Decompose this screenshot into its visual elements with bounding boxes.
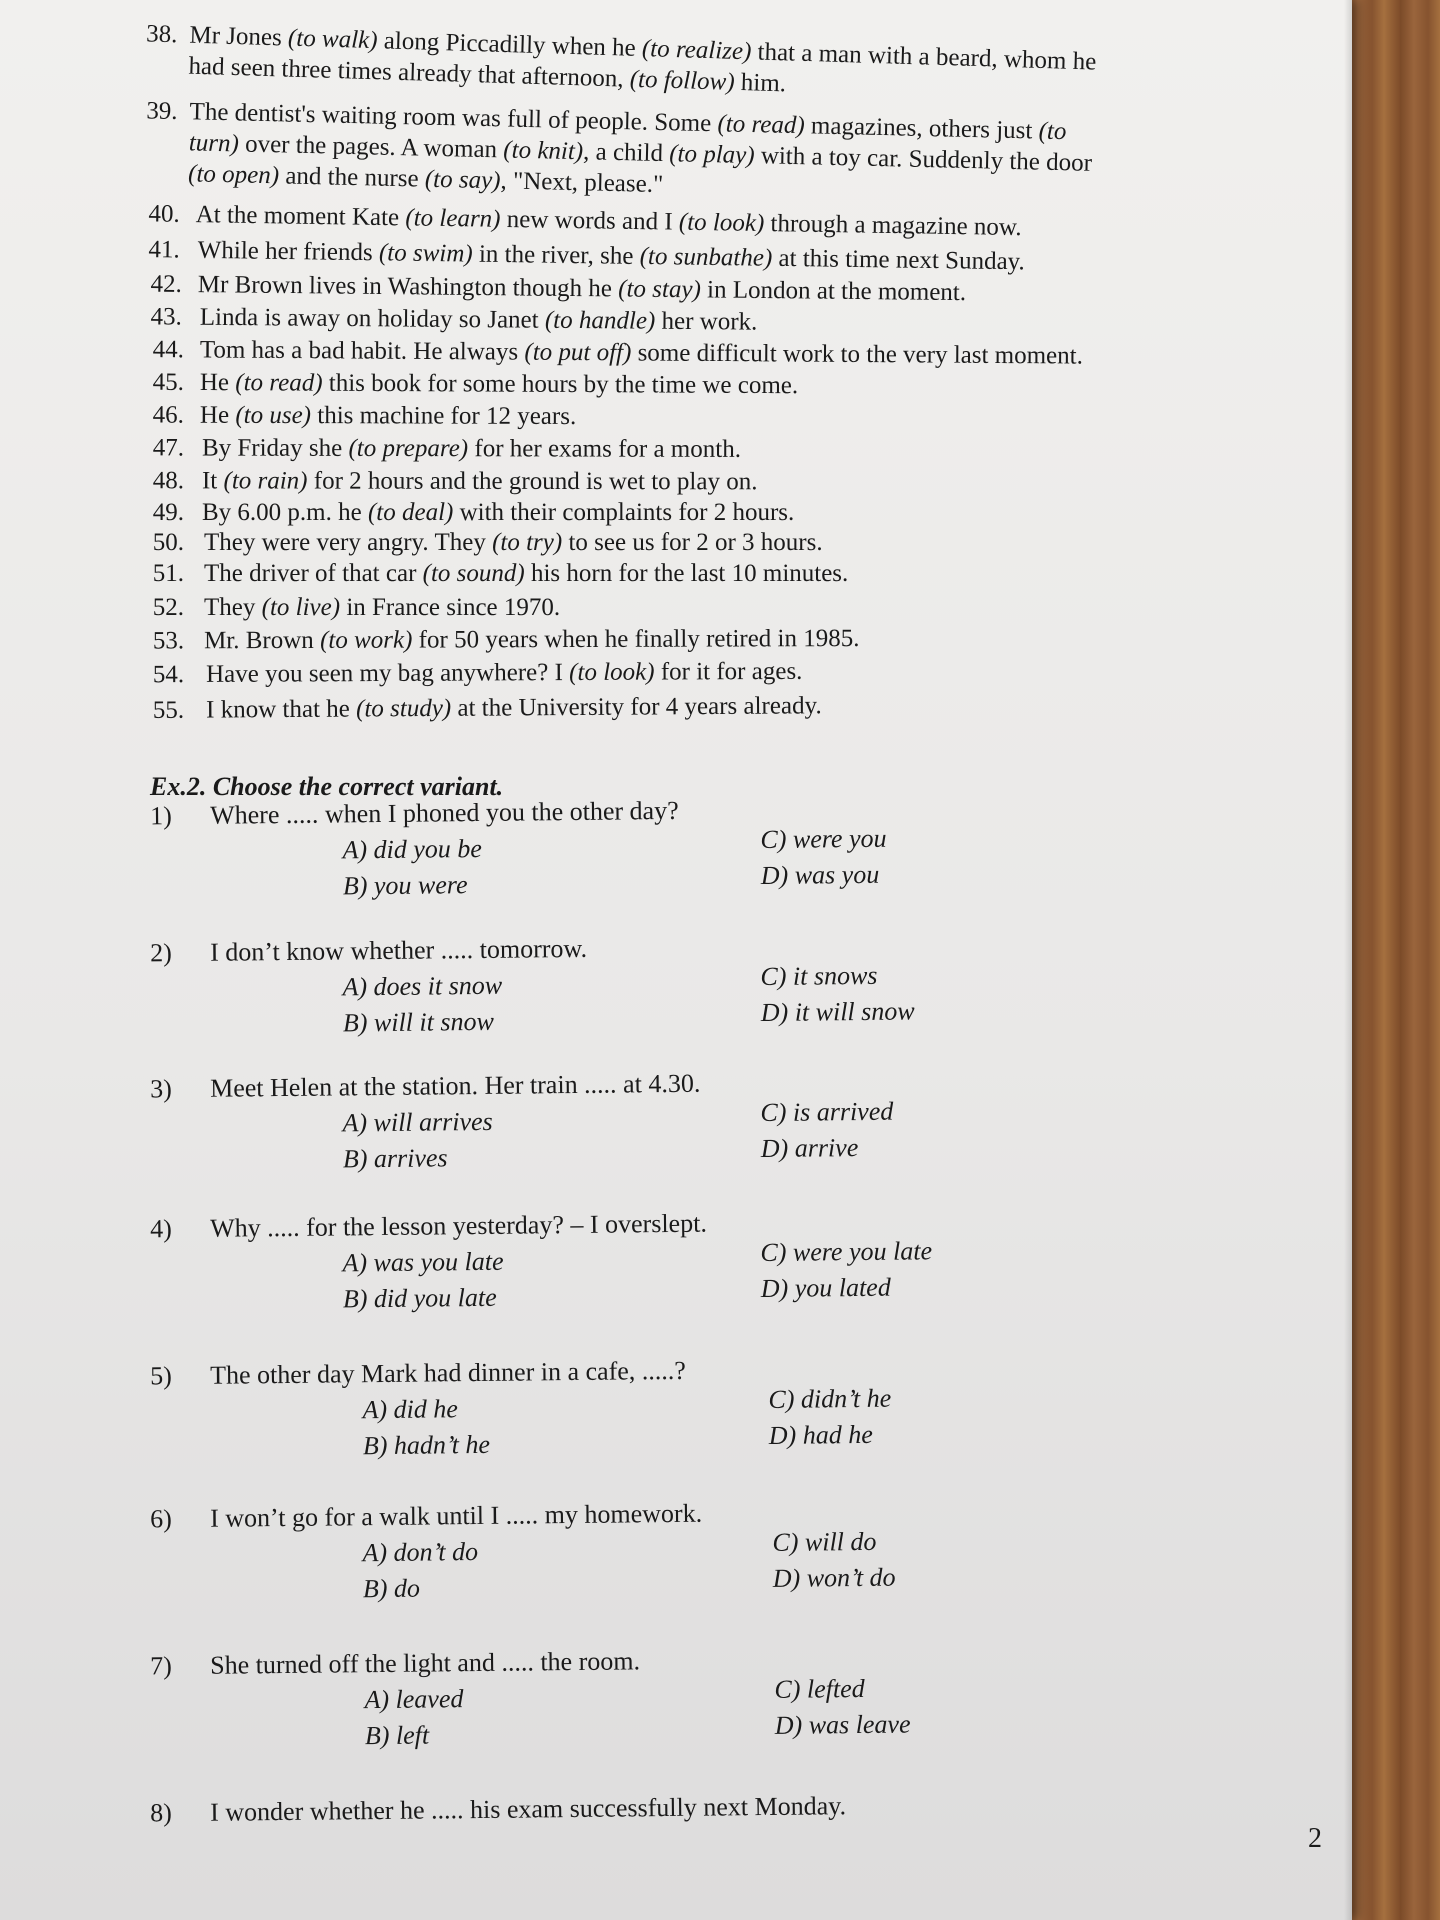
verb-cue: (to play) [668, 140, 755, 170]
question [0, 1786, 1321, 1910]
question [0, 926, 1321, 1050]
verb-cue: (to deal) [367, 499, 454, 526]
option-d: D) you lated [760, 1272, 891, 1304]
verb-cue: (to work) [319, 626, 413, 654]
question-text: I won’t go for a walk until I ..... my homework. [209, 1498, 703, 1533]
verb-cue: (to live) [261, 594, 341, 621]
item-line: The dentist's waiting room was full of people. Some (to read) magazines, others just (to [189, 98, 1067, 146]
exercise-item [0, 92, 1320, 199]
exercise-item [0, 687, 1320, 724]
item-number: 53. [152, 627, 185, 655]
item-text [204, 592, 560, 623]
item-line: By Friday she (to prepare) for her exams for a month. [201, 434, 742, 463]
exercise-item [0, 465, 1320, 496]
option-a: A) leaved [364, 1684, 464, 1715]
item-text [200, 334, 1083, 371]
verb-cue: (to rain) [223, 467, 308, 495]
item-number: 55. [152, 696, 185, 724]
item-text [200, 400, 576, 432]
option-a: A) don’t do [362, 1536, 479, 1568]
item-line: At the moment Kate (to learn) new words and I (to look) through a magazine now. [195, 201, 1022, 242]
verb-cue: (to open) [187, 160, 280, 190]
exercise-item [0, 432, 1320, 463]
item-line: Tom has a bad habit. He always (to put off) some difficult work to the very last moment. [199, 336, 1084, 370]
option-a: A) will arrives [342, 1106, 493, 1138]
item-line: By 6.00 p.m. he (to deal) with their complaints for 2 hours. [202, 499, 795, 526]
verb-cue: (to sound) [422, 560, 525, 587]
item-line: Mr. Brown (to work) for 50 years when he finally retired in 1985. [204, 625, 860, 655]
question [0, 1202, 1321, 1326]
option-a: A) did you be [342, 833, 482, 865]
question-number: 5) [149, 1361, 172, 1391]
item-line: Linda is away on holiday so Janet (to handle) her work. [199, 303, 758, 336]
item-line: They were very angry. They (to try) to see us for 2 or 3 hours. [204, 529, 823, 556]
exercise-item [0, 14, 1319, 98]
item-text [188, 20, 1097, 109]
question-text: Meet Helen at the station. Her train ..... at 4.30. [209, 1068, 701, 1103]
question-text: The other day Mark had dinner in a cafe, .....? [209, 1355, 687, 1390]
question [0, 1492, 1321, 1616]
option-c: C) didn’t he [768, 1383, 892, 1414]
item-text [202, 465, 758, 497]
verb-cue: (to look) [678, 208, 765, 238]
option-b: B) left [364, 1720, 430, 1751]
verb-cue: (to follow) [629, 65, 736, 96]
item-line: (to open) and the nurse (to say), "Next, please." [187, 160, 664, 199]
verb-cue: (to stay) [618, 275, 702, 304]
item-number: 45. [152, 368, 184, 396]
exercise-2-title: Ex.2. Choose the correct variant. [150, 772, 504, 801]
verb-cue: (to say) [424, 165, 501, 195]
item-number: 42. [150, 270, 182, 298]
option-d: D) it will snow [760, 996, 915, 1028]
item-text [204, 527, 823, 558]
item-text [206, 656, 802, 690]
question [0, 1062, 1321, 1186]
item-text [200, 302, 758, 338]
item-number: 44. [152, 336, 184, 364]
item-number: 49. [152, 499, 184, 526]
option-d: D) was you [760, 859, 880, 891]
question-text: Why ..... for the lesson yesterday? – I overslept. [209, 1208, 708, 1243]
item-number: 48. [152, 467, 184, 495]
question-number: 7) [149, 1651, 172, 1681]
verb-cue: (to [1038, 117, 1067, 146]
item-number: 50. [152, 529, 184, 556]
verb-cue: (to read) [717, 110, 806, 140]
item-line: Have you seen my bag anywhere? I (to look) for it for ages. [206, 657, 803, 688]
item-text [204, 558, 848, 589]
verb-cue: (to look) [569, 658, 655, 687]
option-c: C) lefted [774, 1673, 865, 1704]
verb-cue: (to learn) [405, 204, 501, 233]
exercise-item [0, 621, 1320, 655]
option-c: C) is arrived [760, 1096, 894, 1128]
option-b: B) you were [342, 870, 468, 901]
question [0, 1349, 1321, 1473]
item-line: While her friends (to swim) in the river, she (to sunbathe) at this time next Sunday. [197, 236, 1025, 276]
verb-cue: (to read) [235, 369, 323, 397]
question-number: 4) [149, 1214, 172, 1244]
item-text [188, 96, 1093, 209]
item-number: 54. [152, 661, 185, 689]
item-line: turn) over the pages. A woman (to knit), a child (to play) with a toy car. Suddenly the door [188, 129, 1093, 177]
option-d: D) had he [768, 1419, 873, 1450]
item-text [204, 623, 860, 656]
option-a: A) did he [362, 1394, 458, 1425]
item-number: 40. [148, 200, 180, 228]
page-number: 2 [1308, 1823, 1322, 1854]
option-c: C) were you late [760, 1236, 933, 1268]
item-line: The driver of that car (to sound) his horn for the last 10 minutes. [204, 560, 849, 587]
verb-cue: (to realize) [641, 35, 752, 66]
item-number: 47. [152, 434, 184, 462]
option-c: C) were you [760, 823, 887, 855]
option-b: B) did you late [342, 1282, 497, 1314]
item-line: Mr Brown lives in Washington though he (to stay) in London at the moment. [197, 271, 967, 307]
item-line: I know that he (to study) at the University for 4 years already. [206, 692, 822, 724]
option-d: D) arrive [760, 1133, 859, 1164]
verb-cue: (to put off) [524, 338, 632, 367]
item-number: 46. [152, 401, 184, 429]
verb-cue: (to prepare) [348, 434, 469, 463]
verb-cue: turn) [188, 129, 240, 158]
option-a: A) was you late [342, 1246, 504, 1278]
option-d: D) was leave [774, 1709, 911, 1740]
item-line: He (to read) this book for some hours by the time we come. [199, 369, 799, 400]
item-number: 41. [148, 236, 180, 264]
question-number: 3) [149, 1074, 172, 1104]
item-line: It (to rain) for 2 hours and the ground is wet to play on. [201, 467, 758, 496]
item-text [200, 367, 798, 401]
option-b: B) will it snow [342, 1006, 494, 1038]
question [0, 1639, 1321, 1763]
question [0, 789, 1321, 913]
verb-cue: (to walk) [287, 24, 378, 55]
item-number: 39. [146, 97, 178, 126]
option-c: C) it snows [760, 960, 878, 992]
verb-cue: (to sunbathe) [639, 242, 773, 272]
option-b: B) hadn’t he [362, 1429, 491, 1461]
option-b: B) arrives [342, 1143, 448, 1174]
question-number: 2) [149, 938, 172, 968]
item-number: 52. [152, 594, 184, 621]
verb-cue: (to use) [235, 401, 312, 430]
item-text [206, 690, 822, 725]
item-text [202, 433, 741, 465]
option-d: D) won’t do [772, 1562, 896, 1593]
item-number: 38. [145, 20, 178, 49]
question-text: She turned off the light and ..... the room. [209, 1646, 641, 1680]
verb-cue: (to try) [492, 529, 563, 556]
question-text: I wonder whether he ..... his exam successfully next Monday. [209, 1791, 847, 1827]
verb-cue: (to study) [355, 694, 452, 723]
option-b: B) do [362, 1573, 421, 1604]
item-number: 43. [150, 303, 182, 331]
question-number: 8) [149, 1798, 172, 1828]
verb-cue: (to knit) [503, 136, 584, 166]
verb-cue: (to handle) [544, 306, 656, 335]
item-number: 51. [152, 560, 184, 587]
question-number: 6) [149, 1504, 172, 1534]
item-line: Mr Jones (to walk) along Piccadilly when he (to realize) that a man with a beard, whom he [189, 21, 1097, 76]
item-line: had seen three times already that afternoon, (to follow) him. [188, 52, 787, 98]
question-number: 1) [149, 801, 172, 831]
item-text [202, 497, 794, 528]
question-text: Where ..... when I phoned you the other day? [209, 795, 679, 830]
item-line: They (to live) in France since 1970. [204, 594, 561, 621]
question-text: I don’t know whether ..... tomorrow. [209, 933, 588, 967]
option-a: A) does it snow [342, 970, 503, 1002]
verb-cue: (to swim) [378, 239, 473, 268]
item-line: He (to use) this machine for 12 years. [199, 401, 577, 431]
option-c: C) will do [772, 1526, 877, 1557]
